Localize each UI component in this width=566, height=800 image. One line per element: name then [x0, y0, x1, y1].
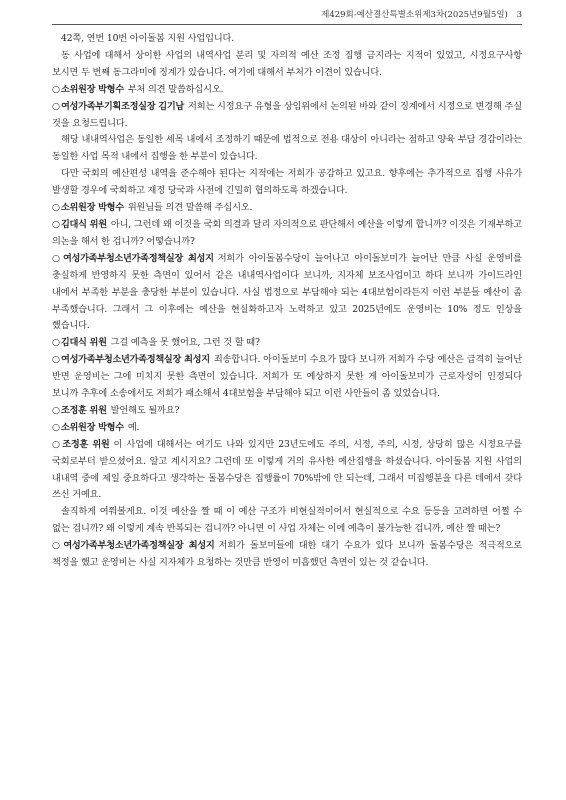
speech-text: 아니, 그런데 왜 이것을 국회 의결과 달리 자의적으로 판단해서 예산을 이렇게 합니까? 이것은 기재부하고 의논을 해서 한 겁니까? 어떻습니까? [52, 218, 522, 247]
speech-marker: ○ [52, 438, 62, 450]
paragraph: 동 사업에 대해서 상이한 사업의 내역사업 분리 및 자의적 예산 조정 집행 금지라는 지적이 있었고, 시정요구사항 보시면 두 번째 동그라미에 징계가 있습니다. 여기에 대해서 부처가 이견이 있습니다. [52, 49, 522, 78]
speech-entry [52, 538, 522, 572]
speech-text: 죄송합니다. 아이돌보미 수요가 많다 보니까 저희가 수당 예산은 급격히 늘어난 반면 운영비는 그에 미치지 못한 측면이 있습니다. 저희가 또 예상하지 못한 게 아이돌보미가 근로자성이 인정되다 보니까 추후에 소송에서도 저희가 패소해서 4대보험을 부담해야 되고 이런 사안들이 좀 있었습니다. [52, 354, 522, 400]
paragraph: 다만 국회의 예산편성 내역을 준수해야 된다는 지적에는 저희가 공감하고 있고요. 향후에는 추가적으로 집행 사유가 발생할 경우에 국회하고 재정 당국과 사전에 긴밀히 협의하도록 하겠습니다. [52, 168, 522, 197]
page-header [52, 8, 522, 22]
paragraph: 솔직하게 여쭤볼게요. 이것 예산을 짤 때 이 예산 구조가 비현실적이어서 현실적으로 수요 등등을 고려하면 어쩔 수 없는 겁니까? 왜 이렇게 계속 반복되는 겁니까? 아니면 이 사업 자체는 이에 예측이 불가능한 겁니까, 예산 짤 때는? [52, 506, 522, 535]
speaker-name: 여성가족부청소년가족정책실장 최성지 [62, 252, 214, 264]
paragraph: 해당 내내역사업은 동일한 세목 내에서 조정하기 때문에 법적으로 전용 대상이 아니라는 점하고 양육 부담 경감이라는 동일한 사업 목적 내에서 집행을 한 부분이 있습니다. [52, 134, 522, 163]
speech-entry [52, 403, 522, 420]
speech-entry [52, 99, 522, 133]
speech-entry [52, 437, 522, 505]
speech-text: 예. [127, 421, 140, 433]
speech-text: 이 사업에 대해서는 여기도 나와 있지만 23년도에도 주의, 시정, 주의, 시정, 상당히 많은 시정요구를 국회로부터 받으셨어요. 알고 계시지요? 그런데 또 이렇게 거의 유사한 예산집행을 하셨습니다. 아이돌봄 지원 사업의 내내역 중에 제일 중요하다고 생각하는 돌봄수당은 집행률이 70%밖에 안 되는데, 그래서 미집행분을 다른 데에서 갖다 쓰신 거예요. [52, 438, 522, 501]
speech-marker: ○ [52, 540, 63, 552]
speaker-name: 소위원장 박형수 [60, 202, 124, 214]
speech-entry [52, 420, 522, 437]
speaker-name: 여성가족부기획조정실장 김기남 [60, 100, 185, 112]
paragraph: 42쪽, 연번 10번 아이돌봄 지원 사업입니다. [61, 33, 235, 44]
speech-marker: ○ [52, 83, 60, 95]
speech-marker: ○ [52, 218, 60, 230]
speech-text: 저희가 돌보미들에 대한 대기 수요가 있다 보니까 돌봄수당은 적극적으로 책정을 했고 운영비는 사실 지자체가 요청하는 것만큼 반영이 미흡했던 측면이 있는 것 같습니다. [52, 540, 522, 569]
page-number: 3 [516, 10, 522, 20]
speaker-name: 여성가족부청소년가족정책실장 최성지 [61, 354, 210, 366]
speech-text: 발언해도 될까요? [110, 404, 180, 416]
speech-marker: ○ [52, 100, 60, 112]
speech-marker: ○ [52, 354, 61, 366]
speech-text: 위원님들 의견 말씀해 주십시오. [127, 202, 253, 214]
speech-entry [52, 352, 522, 403]
speech-marker: ○ [52, 337, 60, 349]
speech-entry [52, 335, 522, 352]
speaker-name: 소위원장 박형수 [60, 83, 124, 95]
speaker-name: 김대식 위원 [60, 218, 107, 230]
speech-marker: ○ [52, 252, 62, 264]
speech-text: 부처 의견 말씀하십시오. [127, 83, 224, 95]
speech-marker: ○ [52, 202, 60, 214]
speech-entry [52, 217, 522, 251]
speech-marker: ○ [52, 404, 60, 416]
speech-entry [52, 200, 522, 217]
speech-text: 그걸 예측을 못 했어요, 그런 것 할 때? [110, 337, 260, 349]
speech-entry [52, 82, 522, 99]
speaker-name: 조정훈 위원 [62, 438, 110, 450]
session-info: 제429회-예산결산특별소위제3차(2025년9월5일) [321, 10, 508, 20]
speech-text: 저희는 시정요구 유형을 상임위에서 논의된 바와 같이 징계에서 시정으로 변경해 주실 것을 요청드립니다. [52, 100, 522, 129]
speech-text: 저희가 아이돌봄수당이 늘어나고 아이돌보미가 늘어난 만큼 사실 운영비를 충실하게 반영하지 못한 측면이 있어서 같은 내내역사업이다 보니까, 지자체 보조사업이고 하다 보니까 가이드라인 내에서 부족한 부분을 충당한 부분이 있습니다. 사실 법정으로 부담해야 되는 4대보험이라든지 이런 부분들 예산이 좀 부족했습니다. 그래서 그 이후에는 예산을 현실화하고자 노력하고 있고 2025년에도 운영비는 10% 정도 인상을 했습니다. [52, 252, 522, 332]
header-divider [52, 24, 522, 25]
transcript-body [52, 31, 522, 572]
speaker-name: 여성가족부청소년가족정책실장 최성지 [63, 540, 215, 552]
speech-marker: ○ [52, 421, 60, 433]
speaker-name: 조정훈 위원 [60, 404, 107, 416]
speaker-name: 소위원장 박형수 [60, 421, 124, 433]
speaker-name: 김대식 위원 [60, 337, 107, 349]
speech-entry [52, 251, 522, 336]
